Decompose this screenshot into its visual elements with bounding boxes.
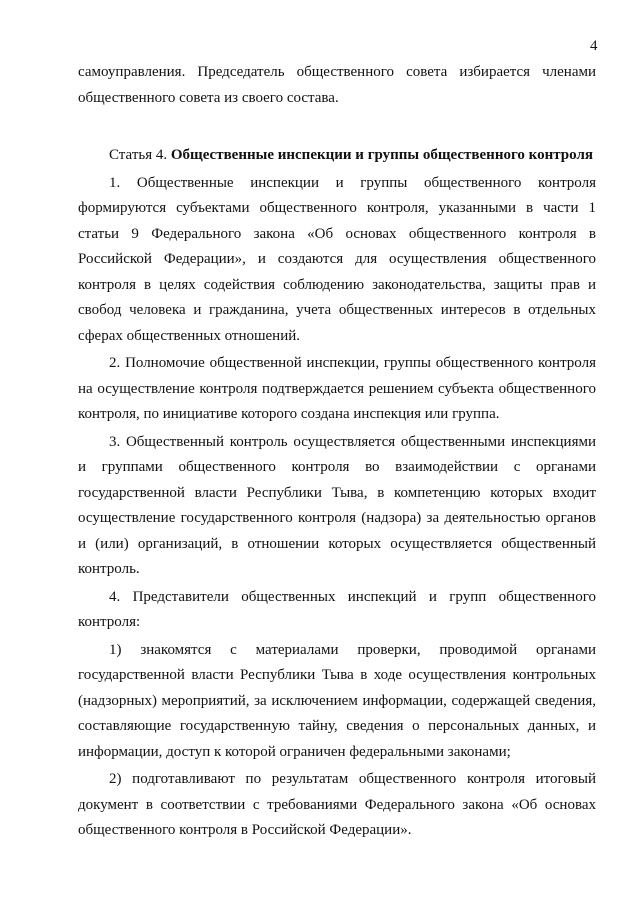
paragraph-2: 2. Полномочие общественной инспекции, группы общественного контроля на осуществление контроля подтверждается решением субъекта общественного контроля, по инициативе которого создана инспекция или группа. [78,355,596,422]
article-heading [78,143,596,169]
page-number: 4 [590,38,598,54]
paragraph-3: 3. Общественный контроль осуществляется общественными инспекциями и группами общественного контроля во взаимодействии с органами государственной власти Республики Тыва, в компетенцию которых входит осуществление государственного контроля (надзора) за деятельностью органов и (или) организаций, в отношении которых осуществляется общественный контроль. [78,433,596,577]
article-title: Общественные инспекции и группы общественного контроля [170,147,593,163]
intro-paragraph: самоуправления. Председатель общественного совета избирается членами общественного совета из своего состава. [78,64,596,106]
paragraph-1: 1. Общественные инспекции и группы общественного контроля формируются субъектами общественного контроля, указанными в части 1 статьи 9 Федерального закона «Об основах общественного контроля в Российской Федерации», и создаются для осуществления общественного контроля в целях содействия соблюдению законодательства, защиты прав и свобод человека и гражданина, учета общественных интересов в отдельных сферах общественных отношений. [78,174,596,344]
document-body [78,60,596,844]
paragraph-4: 4. Представители общественных инспекций и групп общественного контроля: [78,588,596,630]
article-label: Статья 4. [109,147,168,163]
subitem-2: 2) подготавливают по результатам общественного контроля итоговый документ в соответствии с требованиями Федерального закона «Об основах общественного контроля в Российской Федерации». [78,771,596,838]
subitem-1: 1) знакомятся с материалами проверки, проводимой органами государственной власти Республики Тыва в ходе осуществления контрольных (надзорных) мероприятий, за исключением информации, содержащей сведения, составляющие государственную тайну, сведения о персональных данных, и информации, доступ к которой ограничен федеральными законами; [78,641,596,760]
